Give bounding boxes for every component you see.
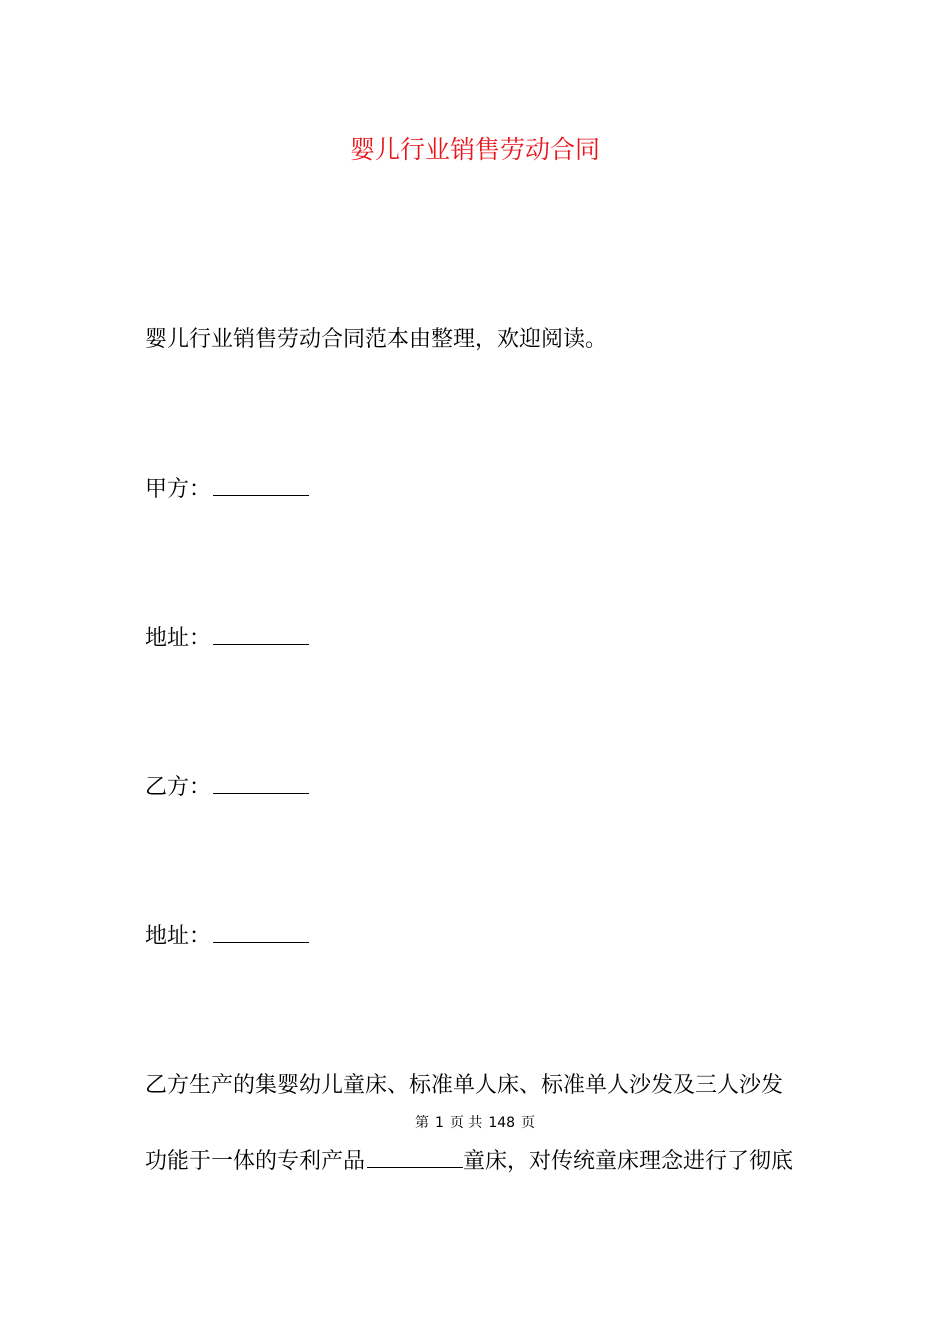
party-b-address-blank	[213, 922, 309, 943]
body-line-1: 乙方生产的集婴幼儿童床、标准单人床、标准单人沙发及三人沙发	[145, 1073, 784, 1098]
footer-page-number: 1	[434, 1115, 444, 1131]
party-a-blank	[213, 475, 309, 496]
party-a-address-blank	[213, 624, 309, 645]
party-a-field	[145, 474, 309, 506]
footer-mid: 页 共	[449, 1115, 483, 1131]
party-b-field	[145, 772, 309, 804]
party-b-blank	[213, 773, 309, 794]
party-b-address-field	[145, 921, 309, 953]
footer-suffix: 页	[521, 1115, 536, 1131]
product-name-blank	[367, 1147, 463, 1168]
page-footer	[0, 1112, 950, 1134]
body-line-2	[145, 1146, 793, 1178]
party-b-address-label: 地址：	[145, 924, 212, 949]
party-a-label: 甲方：	[145, 477, 212, 502]
party-b-label: 乙方：	[145, 775, 212, 800]
document-title: 婴儿行业销售劳动合同	[349, 135, 600, 164]
footer-prefix: 第	[414, 1115, 429, 1131]
footer-page-total: 148	[488, 1115, 516, 1131]
body-line-2-before: 功能于一体的专利产品	[145, 1149, 366, 1174]
party-a-address-label: 地址：	[145, 626, 212, 651]
intro-text: 婴儿行业销售劳动合同范本由整理，欢迎阅读。	[145, 327, 608, 352]
body-line-2-after: 童床，对传统童床理念进行了彻底	[463, 1149, 794, 1174]
party-a-address-field	[145, 623, 309, 655]
